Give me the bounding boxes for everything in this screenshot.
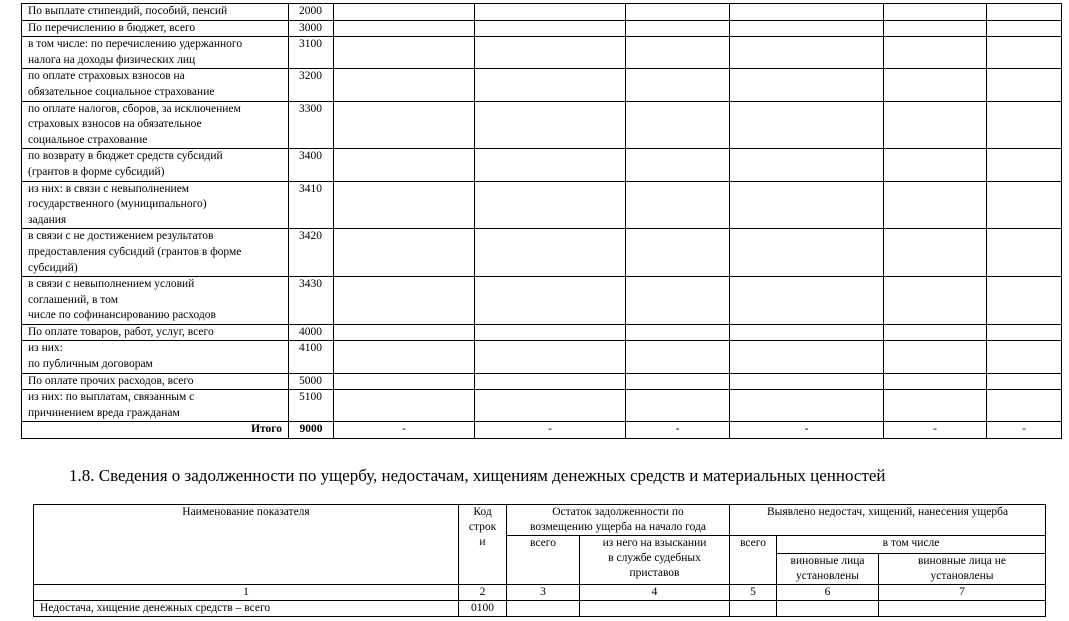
value-cell	[334, 324, 475, 341]
value-cell	[777, 601, 879, 617]
value-cell	[730, 601, 777, 617]
total-label: Итого	[22, 422, 289, 439]
value-cell	[626, 4, 730, 21]
value-cell	[987, 390, 1062, 422]
col-number: 6	[777, 585, 879, 601]
value-cell	[626, 324, 730, 341]
total-row	[22, 422, 1062, 439]
value-cell	[626, 101, 730, 149]
table-row	[22, 181, 1062, 229]
row-name: из них: в связи с невыполнением государственного (муниципального) задания	[22, 181, 289, 229]
table-row	[22, 37, 1062, 69]
value-cell	[987, 277, 1062, 325]
row-code: 3100	[289, 37, 334, 69]
value-cell	[626, 373, 730, 390]
total-code: 9000	[289, 422, 334, 439]
value-cell	[884, 37, 987, 69]
table-row	[22, 324, 1062, 341]
value-cell	[475, 324, 626, 341]
value-cell	[884, 277, 987, 325]
row-name: Недостача, хищение денежных средств – всего	[34, 601, 459, 617]
value-cell	[507, 601, 580, 617]
col-number: 7	[879, 585, 1046, 601]
section-title: 1.8. Сведения о задолженности по ущербу, недостачам, хищениям денежных средств и материальных ценностей	[69, 466, 886, 485]
row-code: 3410	[289, 181, 334, 229]
value-cell	[884, 390, 987, 422]
header-found-shortages: Выявлено недостач, хищений, нанесения ущерба	[730, 505, 1046, 536]
value-cell	[987, 373, 1062, 390]
total-value: -	[334, 422, 475, 439]
value-cell	[730, 277, 884, 325]
row-code: 5100	[289, 390, 334, 422]
value-cell	[884, 4, 987, 21]
header-debt-balance: Остаток задолженности по возмещению ущерба на начало года	[507, 505, 730, 536]
col-number: 3	[507, 585, 580, 601]
col-number: 4	[580, 585, 730, 601]
value-cell	[884, 324, 987, 341]
row-name: По перечислению в бюджет, всего	[22, 20, 289, 37]
value-cell	[987, 324, 1062, 341]
table-row	[22, 149, 1062, 181]
value-cell	[884, 341, 987, 373]
header-found-total: всего	[730, 536, 777, 585]
value-cell	[475, 4, 626, 21]
header-debt-bailiffs: из него на взыскании в службе судебных приставов	[580, 536, 730, 585]
table-row	[22, 4, 1062, 21]
header-line-code: Код строк и	[459, 505, 507, 585]
total-value: -	[884, 422, 987, 439]
value-cell	[987, 341, 1062, 373]
value-cell	[334, 101, 475, 149]
value-cell	[730, 341, 884, 373]
payments-table	[21, 3, 1062, 439]
row-name: по оплате страховых взносов на обязательное социальное страхование	[22, 69, 289, 101]
row-name: в связи с не достижением результатов предоставления субсидий (грантов в форме субсидий)	[22, 229, 289, 277]
table-row	[22, 373, 1062, 390]
row-code: 3300	[289, 101, 334, 149]
header-indicator-name: Наименование показателя	[34, 505, 459, 585]
value-cell	[475, 341, 626, 373]
value-cell	[730, 20, 884, 37]
table-row	[34, 601, 1046, 617]
value-cell	[334, 373, 475, 390]
value-cell	[884, 20, 987, 37]
row-name: По выплате стипендий, пособий, пенсий	[22, 4, 289, 21]
value-cell	[475, 390, 626, 422]
table-row	[22, 341, 1062, 373]
value-cell	[730, 4, 884, 21]
table-row	[22, 277, 1062, 325]
value-cell	[626, 341, 730, 373]
value-cell	[334, 37, 475, 69]
total-value: -	[475, 422, 626, 439]
table-row	[22, 69, 1062, 101]
row-code: 4100	[289, 341, 334, 373]
value-cell	[626, 149, 730, 181]
value-cell	[626, 20, 730, 37]
value-cell	[475, 181, 626, 229]
col-number: 2	[459, 585, 507, 601]
value-cell	[730, 69, 884, 101]
value-cell	[987, 181, 1062, 229]
value-cell	[475, 69, 626, 101]
value-cell	[730, 373, 884, 390]
value-cell	[730, 37, 884, 69]
value-cell	[730, 149, 884, 181]
row-name: из них: по публичным договорам	[22, 341, 289, 373]
value-cell	[987, 69, 1062, 101]
row-name: в связи с невыполнением условий соглашений, в том числе по софинансированию расходов	[22, 277, 289, 325]
row-code: 3400	[289, 149, 334, 181]
value-cell	[475, 101, 626, 149]
total-value: -	[987, 422, 1062, 439]
value-cell	[626, 277, 730, 325]
col-number: 5	[730, 585, 777, 601]
col-number: 1	[34, 585, 459, 601]
value-cell	[730, 181, 884, 229]
damage-debt-table	[33, 504, 1046, 617]
row-code: 3200	[289, 69, 334, 101]
row-code: 2000	[289, 4, 334, 21]
value-cell	[334, 341, 475, 373]
value-cell	[626, 69, 730, 101]
row-code: 3430	[289, 277, 334, 325]
value-cell	[334, 277, 475, 325]
table-row	[22, 390, 1062, 422]
header-debt-total: всего	[507, 536, 580, 585]
value-cell	[334, 4, 475, 21]
row-code: 5000	[289, 373, 334, 390]
value-cell	[884, 101, 987, 149]
value-cell	[884, 181, 987, 229]
total-value: -	[626, 422, 730, 439]
value-cell	[580, 601, 730, 617]
value-cell	[334, 69, 475, 101]
value-cell	[475, 229, 626, 277]
value-cell	[626, 181, 730, 229]
total-value: -	[730, 422, 884, 439]
value-cell	[987, 149, 1062, 181]
value-cell	[334, 20, 475, 37]
row-name: по оплате налогов, сборов, за исключением страховых взносов на обязательное социальное страхование	[22, 101, 289, 149]
value-cell	[884, 373, 987, 390]
value-cell	[334, 149, 475, 181]
table-row	[22, 20, 1062, 37]
value-cell	[879, 601, 1046, 617]
value-cell	[475, 20, 626, 37]
value-cell	[987, 4, 1062, 21]
value-cell	[334, 181, 475, 229]
value-cell	[987, 20, 1062, 37]
value-cell	[475, 373, 626, 390]
value-cell	[730, 324, 884, 341]
value-cell	[884, 149, 987, 181]
row-name: По оплате прочих расходов, всего	[22, 373, 289, 390]
value-cell	[626, 390, 730, 422]
row-name: в том числе: по перечислению удержанного налога на доходы физических лиц	[22, 37, 289, 69]
value-cell	[730, 390, 884, 422]
value-cell	[730, 229, 884, 277]
value-cell	[987, 37, 1062, 69]
value-cell	[987, 101, 1062, 149]
value-cell	[626, 229, 730, 277]
value-cell	[475, 37, 626, 69]
value-cell	[884, 69, 987, 101]
value-cell	[334, 390, 475, 422]
row-name: из них: по выплатам, связанным с причинением вреда гражданам	[22, 390, 289, 422]
row-name: По оплате товаров, работ, услуг, всего	[22, 324, 289, 341]
row-code: 3420	[289, 229, 334, 277]
table-row	[22, 229, 1062, 277]
header-culprits-unknown: виновные лица не установлены	[879, 554, 1046, 585]
row-code: 0100	[459, 601, 507, 617]
value-cell	[475, 277, 626, 325]
header-culprits-known: виновные лица установлены	[777, 554, 879, 585]
header-including: в том числе	[777, 536, 1046, 554]
row-name: по возврату в бюджет средств субсидий (грантов в форме субсидий)	[22, 149, 289, 181]
value-cell	[884, 229, 987, 277]
value-cell	[475, 149, 626, 181]
value-cell	[334, 229, 475, 277]
table-row	[22, 101, 1062, 149]
value-cell	[987, 229, 1062, 277]
value-cell	[730, 101, 884, 149]
row-code: 4000	[289, 324, 334, 341]
value-cell	[626, 37, 730, 69]
row-code: 3000	[289, 20, 334, 37]
